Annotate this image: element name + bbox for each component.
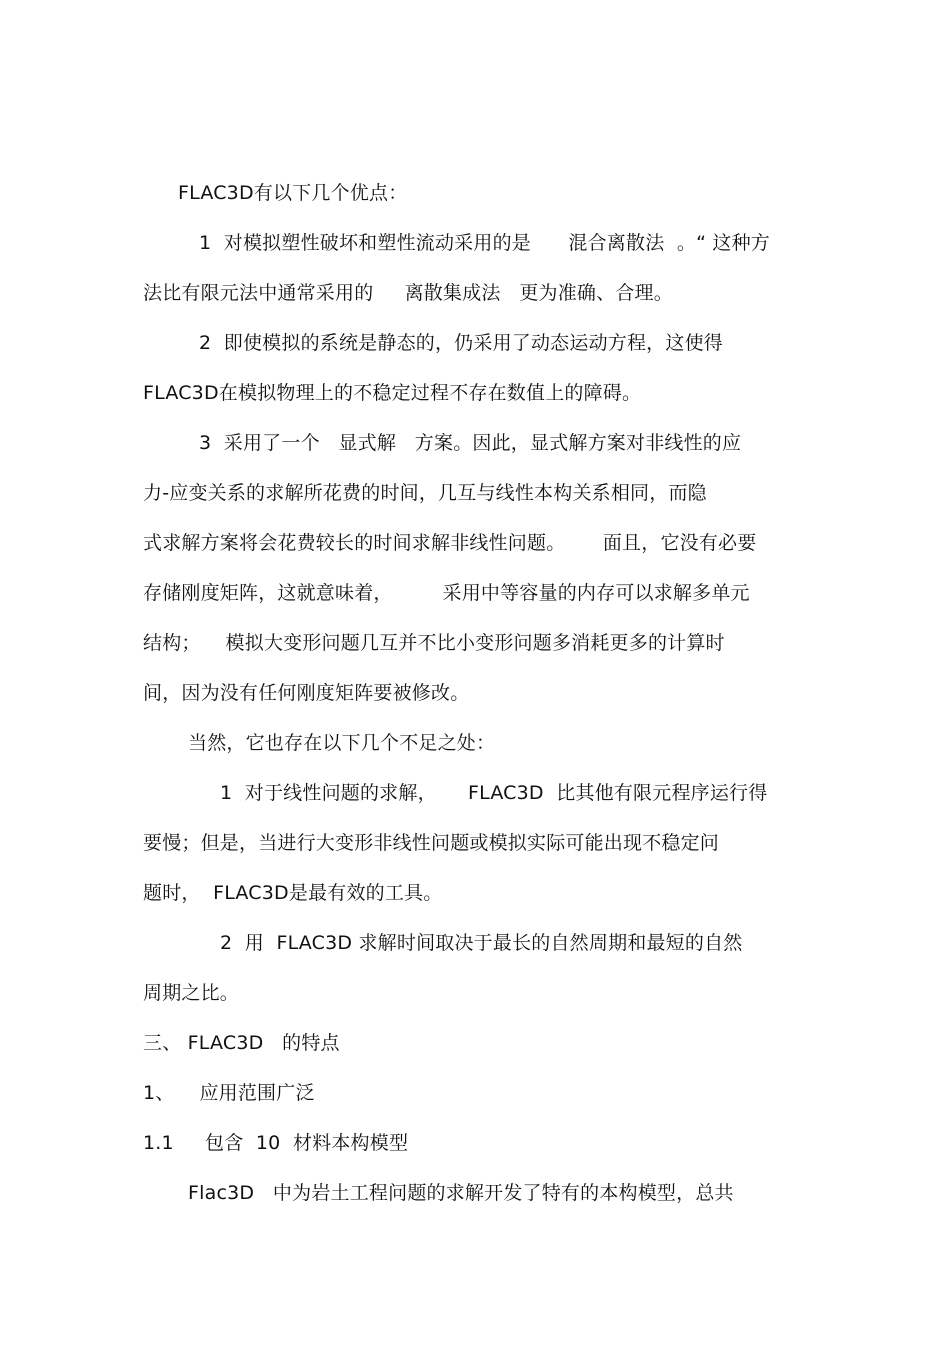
advantage-3-line-6: 间，因为没有任何刚度矩阵要被修改。 [143, 682, 470, 704]
disadvantage-1-line-2: 要慢；但是，当进行大变形非线性问题或模拟实际可能出现不稳定问 [143, 832, 720, 854]
subsubsection-heading-constitutive-models: 1.1 包含 10 材料本构模型 [143, 1132, 409, 1154]
advantage-2-line-2: FLAC3D在模拟物理上的不稳定过程不存在数值上的障碍。 [143, 382, 642, 404]
advantage-2-line-1: 2 即使模拟的系统是静态的，仍采用了动态运动方程，这使得 [199, 332, 723, 354]
disadvantage-1-line-1: 1 对于线性问题的求解， FLAC3D 比其他有限元程序运行得 [220, 782, 768, 804]
advantage-3-line-1: 3 采用了一个 显式解 方案。因此，显式解方案对非线性的应 [199, 432, 742, 454]
advantage-3-line-3: 式求解方案将会花费较长的时间求解非线性问题。 面且，它没有必要 [143, 532, 757, 554]
subsection-heading-application-range: 1、 应用范围广泛 [143, 1082, 315, 1104]
advantage-3-line-4: 存储刚度矩阵，这就意味着， 采用中等容量的内存可以求解多单元 [143, 582, 750, 604]
advantage-1-line-1: 1 对模拟塑性破坏和塑性流动采用的是 混合离散法 。“ 这种方 [199, 232, 770, 254]
advantage-3-line-5: 结构； 模拟大变形问题几互并不比小变形问题多消耗更多的计算时 [143, 632, 725, 654]
disadvantages-heading: 当然，它也存在以下几个不足之处： [188, 732, 496, 754]
disadvantage-2-line-1: 2 用 FLAC3D 求解时间取决于最长的自然周期和最短的自然 [220, 932, 743, 954]
constitutive-models-paragraph-line-1: Flac3D 中为岩土工程问题的求解开发了特有的本构模型，总共 [188, 1182, 734, 1204]
advantage-3-line-2: 力-应变关系的求解所花费的时间，几互与线性本构关系相同，而隐 [143, 482, 707, 504]
section-heading-features: 三、 FLAC3D 的特点 [143, 1032, 340, 1054]
advantage-1-line-2: 法比有限元法中通常采用的 离散集成法 更为准确、合理。 [143, 282, 673, 304]
disadvantage-1-line-3: 题时， FLAC3D是最有效的工具。 [143, 882, 443, 904]
disadvantage-2-line-2: 周期之比。 [143, 982, 240, 1004]
paragraph-intro-heading: FLAC3D有以下几个优点： [178, 182, 408, 204]
